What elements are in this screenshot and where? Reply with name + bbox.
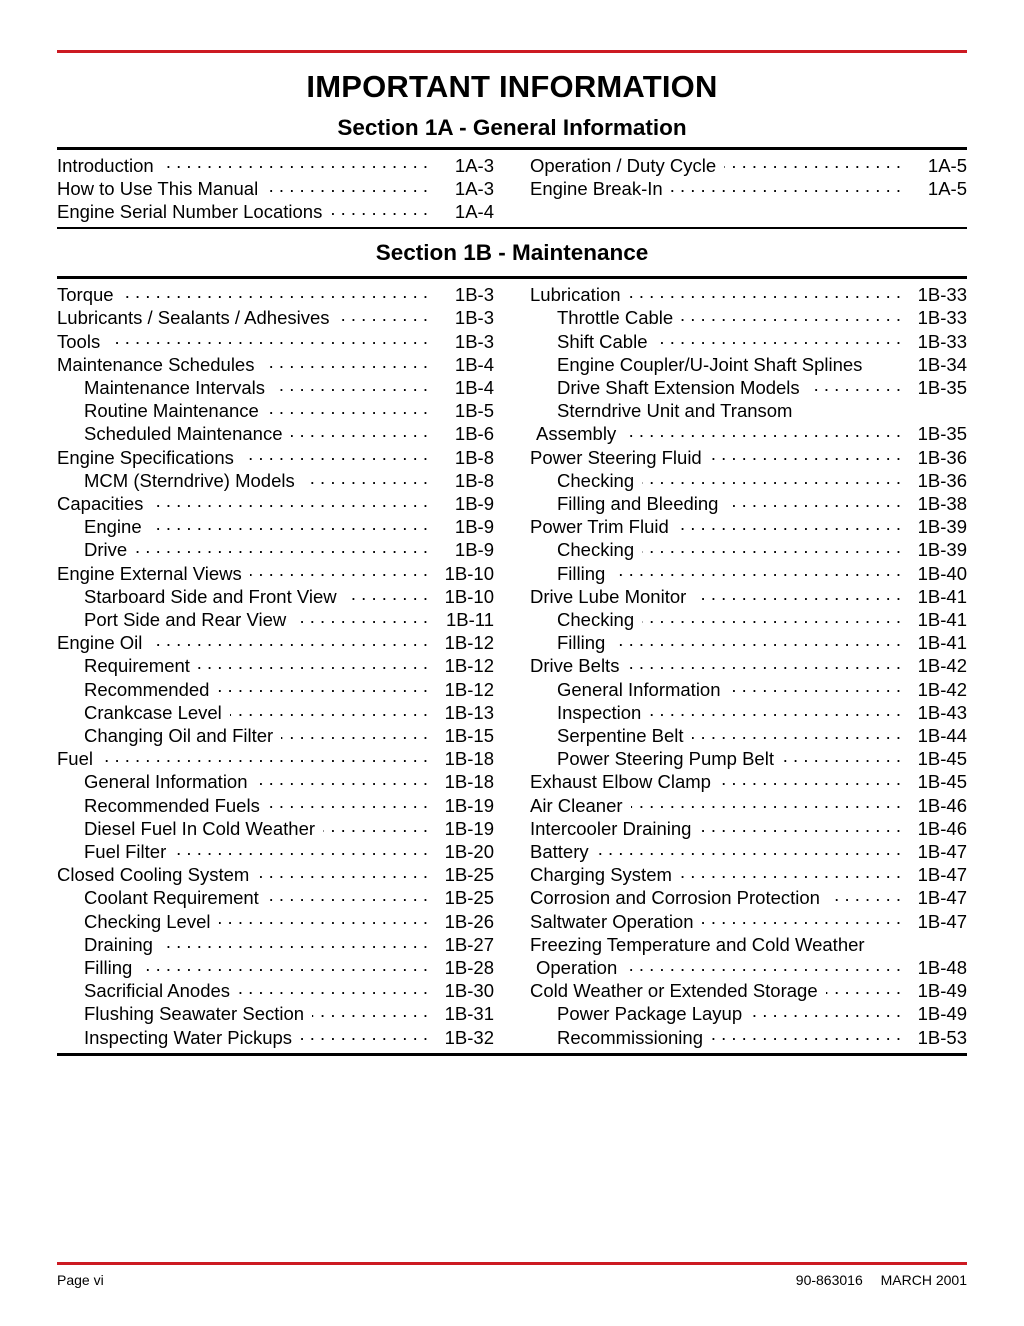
toc-entry[interactable]: [57, 283, 494, 306]
toc-entry[interactable]: [530, 422, 967, 445]
toc-entry-page-number: 1B-3: [454, 330, 494, 352]
toc-entry[interactable]: [57, 469, 494, 492]
toc-entry[interactable]: [57, 515, 494, 538]
toc-entry-page-number: 1B-36: [917, 446, 967, 468]
toc-entry-label: Tools: [57, 330, 101, 352]
toc-dot-leader: [826, 979, 901, 997]
toc-entry-label: Intercooler Draining: [530, 817, 692, 839]
toc-entry-page-number: 1B-35: [917, 377, 967, 398]
toc-entry-page-number: 1B-4: [454, 353, 494, 375]
toc-dot-leader: [108, 330, 428, 348]
toc-entry-page-number: 1B-49: [917, 980, 967, 1002]
toc-entry-label: Serpentine Belt: [557, 725, 684, 747]
toc-entry-page-number: 1B-20: [444, 841, 494, 863]
section-1a-right-column: [512, 154, 967, 224]
toc-dot-leader: [122, 283, 428, 301]
toc-entry-label: Cold Weather or Extended Storage: [530, 980, 818, 1002]
toc-dot-leader: [300, 1026, 428, 1044]
toc-entry[interactable]: [57, 654, 494, 677]
toc-entry[interactable]: [57, 631, 494, 654]
toc-entry-page-number: 1B-9: [454, 493, 494, 515]
toc-dot-leader: [873, 933, 901, 951]
toc-entry[interactable]: [530, 770, 967, 793]
toc-entry[interactable]: [57, 353, 494, 376]
toc-dot-leader: [702, 910, 901, 928]
toc-entry[interactable]: [57, 562, 494, 585]
toc-dot-leader: [250, 562, 428, 580]
toc-entry-page-number: 1B-19: [444, 794, 494, 816]
toc-entry[interactable]: [530, 585, 967, 608]
toc-entry[interactable]: [57, 933, 494, 956]
toc-dot-leader: [161, 933, 428, 951]
toc-dot-leader: [294, 608, 428, 626]
toc-entry[interactable]: [530, 446, 967, 469]
toc-entry[interactable]: [530, 794, 967, 817]
toc-entry-label: Filling: [84, 957, 133, 979]
toc-entry[interactable]: [57, 1002, 494, 1025]
toc-entry[interactable]: [57, 910, 494, 933]
toc-entry-label: Starboard Side and Front View: [84, 585, 337, 607]
toc-dot-leader: [267, 399, 428, 417]
toc-dot-leader: [642, 538, 901, 556]
toc-dot-leader: [613, 562, 901, 580]
toc-entry[interactable]: [57, 585, 494, 608]
toc-entry[interactable]: [57, 492, 494, 515]
footer-red-rule: [57, 1262, 967, 1265]
toc-entry[interactable]: [530, 724, 967, 747]
toc-entry-label: Power Steering Fluid: [530, 446, 702, 468]
toc-entry[interactable]: [57, 608, 494, 631]
toc-entry-label: Drive Belts: [530, 655, 620, 677]
toc-entry[interactable]: [530, 701, 967, 724]
toc-entry[interactable]: [530, 817, 967, 840]
toc-entry-page-number: 1B-46: [917, 794, 967, 816]
toc-entry-label: Power Trim Fluid: [530, 516, 669, 538]
toc-entry-page-number: 1B-45: [917, 748, 967, 770]
toc-entry[interactable]: [57, 538, 494, 561]
toc-entry-page-number: 1B-32: [444, 1026, 494, 1048]
toc-dot-leader: [174, 840, 428, 858]
toc-entry-page-number: 1B-40: [917, 562, 967, 584]
toc-dot-leader: [627, 654, 901, 672]
toc-entry-label: Checking: [557, 539, 635, 561]
toc-dot-leader: [726, 492, 901, 510]
toc-entry[interactable]: [530, 283, 967, 306]
toc-entry[interactable]: [530, 562, 967, 585]
toc-entry[interactable]: [530, 608, 967, 631]
toc-entry-page-number: 1B-8: [454, 446, 494, 468]
toc-entry-page-number: 1A-5: [927, 177, 967, 199]
toc-entry-page-number: 1B-30: [444, 980, 494, 1002]
toc-entry[interactable]: [530, 154, 967, 177]
toc-entry[interactable]: [530, 863, 967, 886]
toc-entry[interactable]: [57, 1026, 494, 1049]
toc-entry-label: Crankcase Level: [84, 701, 222, 723]
toc-entry-label: Drive: [84, 539, 128, 561]
toc-dot-leader: [238, 979, 428, 997]
section-1a-left-column: [57, 154, 512, 224]
toc-dot-leader: [692, 724, 901, 742]
footer-document-id: [782, 1272, 967, 1288]
toc-entry[interactable]: [530, 1026, 967, 1049]
toc-entry[interactable]: [57, 399, 494, 422]
toc-entry-page-number: 1B-12: [444, 655, 494, 677]
toc-entry[interactable]: [57, 306, 494, 329]
footer-page-label: Page vi: [57, 1272, 104, 1288]
toc-dot-leader: [267, 886, 428, 904]
toc-dot-leader: [257, 863, 428, 881]
toc-dot-leader: [291, 422, 428, 440]
toc-entry-label: Engine Specifications: [57, 446, 234, 468]
toc-entry-label: Throttle Cable: [557, 307, 674, 329]
toc-entry-page-number: 1B-5: [454, 400, 494, 422]
toc-entry[interactable]: [57, 956, 494, 979]
toc-entry-page-number: 1B-10: [444, 585, 494, 607]
toc-dot-leader: [273, 376, 428, 394]
toc-dot-leader: [710, 446, 901, 464]
toc-entry-label: General Information: [84, 771, 248, 793]
page-title: IMPORTANT INFORMATION: [306, 69, 718, 104]
toc-entry-page-number: 1B-25: [444, 864, 494, 886]
toc-entry-page-number: 1B-36: [917, 469, 967, 491]
toc-dot-leader: [613, 631, 901, 649]
toc-entry-page-number: 1B-8: [454, 469, 494, 491]
toc-entry-label: Battery: [530, 841, 589, 863]
toc-dot-leader: [719, 770, 901, 788]
toc-entry-label: How to Use This Manual: [57, 177, 259, 199]
toc-entry[interactable]: [530, 910, 967, 933]
toc-entry-page-number: 1B-27: [444, 933, 494, 955]
toc-entry-label: Filling: [557, 632, 606, 654]
toc-entry-label: Scheduled Maintenance: [84, 423, 283, 445]
toc-dot-leader: [681, 306, 901, 324]
toc-dot-leader: [219, 910, 429, 928]
toc-entry[interactable]: [57, 794, 494, 817]
toc-entry-label: Recommended: [84, 678, 210, 700]
toc-entry-label: Inspection: [557, 701, 642, 723]
toc-entry[interactable]: [57, 422, 494, 445]
toc-dot-leader: [750, 1002, 901, 1020]
toc-entry-label: Freezing Temperature and Cold Weather: [530, 933, 865, 955]
toc-entry-label: Corrosion and Corrosion Protection: [530, 887, 820, 909]
toc-dot-leader: [631, 794, 901, 812]
toc-entry-page-number: 1B-25: [444, 887, 494, 909]
toc-entry[interactable]: [530, 177, 967, 200]
toc-dot-leader: [198, 654, 428, 672]
toc-dot-leader: [150, 515, 428, 533]
toc-entry-label: Diesel Fuel In Cold Weather: [84, 817, 316, 839]
toc-entry-page-number: 1B-3: [454, 284, 494, 306]
toc-entry-label: Inspecting Water Pickups: [84, 1026, 293, 1048]
toc-entry-label: Air Cleaner: [530, 794, 623, 816]
toc-entry-label: Fuel: [57, 748, 93, 770]
toc-entry-page-number: 1B-19: [444, 817, 494, 839]
toc-dot-leader: [800, 399, 901, 417]
toc-entry-page-number: 1B-42: [917, 678, 967, 700]
toc-entry-label: Lubrication: [530, 284, 621, 306]
toc-entry[interactable]: [530, 1002, 967, 1025]
toc-entry-label: Torque: [57, 284, 114, 306]
toc-entry-page-number: 1B-42: [917, 655, 967, 677]
toc-entry-label: Engine: [84, 516, 142, 538]
toc-entry[interactable]: [57, 817, 494, 840]
toc-dot-leader: [151, 492, 428, 510]
section-1a-toc: [57, 150, 967, 224]
toc-entry[interactable]: [530, 979, 967, 1002]
section-1b-left-column: [57, 283, 512, 1049]
toc-entry[interactable]: [57, 886, 494, 909]
toc-entry-label: Checking: [557, 609, 635, 631]
toc-dot-leader: [262, 353, 428, 371]
toc-entry-page-number: 1B-41: [917, 609, 967, 631]
section-1b-heading: Section 1B - Maintenance: [375, 240, 649, 266]
toc-entry-page-number: 1A-4: [454, 200, 494, 222]
toc-entry-label: Engine Break-In: [530, 177, 663, 199]
section-1b-toc: [57, 279, 967, 1049]
toc-entry-page-number: 1B-47: [917, 841, 967, 863]
toc-dot-leader: [135, 538, 428, 556]
toc-entry-page-number: 1B-34: [917, 353, 967, 375]
toc-dot-leader: [680, 863, 901, 881]
toc-entry[interactable]: [530, 678, 967, 701]
toc-dot-leader: [828, 886, 901, 904]
toc-entry-label: Exhaust Elbow Clamp: [530, 771, 711, 793]
toc-dot-leader: [724, 154, 901, 172]
toc-entry-page-number: 1B-6: [454, 423, 494, 445]
toc-dot-leader: [330, 200, 428, 218]
toc-entry[interactable]: [57, 863, 494, 886]
toc-entry-page-number: 1B-9: [454, 516, 494, 538]
toc-dot-leader: [677, 515, 901, 533]
toc-entry-label: Closed Cooling System: [57, 864, 250, 886]
toc-entry-label: Drive Lube Monitor: [530, 585, 687, 607]
toc-entry-page-number: 1B-9: [454, 539, 494, 561]
footer-date: MARCH 2001: [880, 1272, 967, 1288]
toc-dot-leader: [649, 701, 901, 719]
toc-dot-leader: [338, 306, 428, 324]
toc-entry[interactable]: [57, 177, 494, 200]
toc-dot-leader: [642, 469, 901, 487]
toc-entry-label: MCM (Sterndrive) Models: [84, 469, 295, 491]
toc-entry-label: Operation / Duty Cycle: [530, 154, 717, 176]
toc-entry-page-number: 1B-44: [917, 725, 967, 747]
toc-entry-page-number: 1B-46: [917, 817, 967, 839]
toc-entry-label: Routine Maintenance: [84, 400, 259, 422]
toc-entry[interactable]: [530, 747, 967, 770]
toc-entry-label: Engine Serial Number Locations: [57, 200, 323, 222]
section-1b-right-column: [512, 283, 967, 1049]
toc-dot-leader: [230, 701, 428, 719]
toc-entry-page-number: 1B-4: [454, 377, 494, 398]
toc-entry-page-number: 1B-33: [917, 330, 967, 352]
page-footer: [57, 1272, 967, 1288]
toc-entry-page-number: 1B-11: [446, 609, 494, 631]
toc-dot-leader: [694, 585, 901, 603]
toc-entry-page-number: 1B-31: [444, 1003, 494, 1025]
toc-entry-page-number: 1B-53: [917, 1026, 967, 1048]
toc-entry-label: Drive Shaft Extension Models: [557, 377, 800, 398]
toc-entry-page-number: 1B-39: [917, 516, 967, 538]
toc-entry[interactable]: [57, 446, 494, 469]
toc-dot-leader: [323, 817, 428, 835]
toc-entry-page-number: 1B-10: [444, 562, 494, 584]
toc-entry-page-number: 1B-12: [444, 678, 494, 700]
toc-dot-leader: [625, 956, 901, 974]
toc-entry-label: Filling: [557, 562, 606, 584]
toc-dot-leader: [281, 724, 428, 742]
toc-entry-page-number: 1A-5: [927, 154, 967, 176]
toc-dot-leader: [345, 585, 428, 603]
footer-part-number: 90-863016: [795, 1272, 863, 1288]
toc-entry-label: Checking: [557, 469, 635, 491]
section-1b-bottom-rule: [57, 1053, 967, 1056]
toc-dot-leader: [629, 283, 901, 301]
toc-entry-label: Power Steering Pump Belt: [557, 748, 774, 770]
section-1a-heading: Section 1A - General Information: [337, 114, 687, 140]
toc-entry-label: Introduction: [57, 154, 154, 176]
toc-dot-leader: [671, 177, 901, 195]
toc-entry-label: Engine Coupler/U-Joint Shaft Splines: [557, 353, 863, 375]
toc-entry-page-number: 1B-41: [917, 632, 967, 654]
toc-dot-leader: [312, 1002, 428, 1020]
toc-entry[interactable]: [57, 724, 494, 747]
toc-entry-page-number: 1A-3: [454, 177, 494, 199]
toc-dot-leader: [656, 330, 902, 348]
toc-entry-label: Flushing Seawater Section: [84, 1003, 305, 1025]
toc-entry-page-number: 1B-18: [444, 771, 494, 793]
toc-entry[interactable]: [530, 956, 967, 979]
toc-dot-leader: [150, 631, 428, 649]
toc-entry-page-number: 1B-12: [444, 632, 494, 654]
toc-entry-page-number: 1B-43: [917, 701, 967, 723]
toc-dot-leader: [597, 840, 901, 858]
toc-entry-page-number: 1B-47: [917, 864, 967, 886]
toc-dot-leader: [642, 608, 901, 626]
toc-entry-page-number: 1B-47: [917, 887, 967, 909]
toc-dot-leader: [808, 376, 901, 394]
toc-entry-label: Operation: [536, 957, 618, 979]
toc-dot-leader: [162, 154, 428, 172]
toc-dot-leader: [624, 422, 901, 440]
toc-entry[interactable]: [530, 840, 967, 863]
toc-entry-page-number: 1B-33: [917, 307, 967, 329]
toc-entry-label: Filling and Bleeding: [557, 493, 719, 515]
toc-entry[interactable]: [57, 979, 494, 1002]
toc-entry-label: Draining: [84, 933, 153, 955]
toc-entry-page-number: 1B-45: [917, 771, 967, 793]
toc-entry-label: Changing Oil and Filter: [84, 725, 274, 747]
toc-entry[interactable]: [530, 515, 967, 538]
toc-entry[interactable]: [530, 631, 967, 654]
toc-entry[interactable]: [530, 353, 967, 376]
toc-entry-label: Port Side and Rear View: [84, 609, 287, 631]
toc-entry-page-number: 1B-18: [444, 748, 494, 770]
toc-dot-leader: [711, 1026, 901, 1044]
toc-entry-page-number: 1B-35: [917, 423, 967, 445]
toc-entry-page-number: 1B-39: [917, 539, 967, 561]
toc-entry[interactable]: [530, 933, 967, 956]
toc-entry-label: Checking Level: [84, 910, 211, 932]
toc-entry[interactable]: [57, 747, 494, 770]
toc-entry[interactable]: [57, 770, 494, 793]
toc-dot-leader: [782, 747, 901, 765]
toc-entry[interactable]: [57, 840, 494, 863]
toc-dot-leader: [256, 770, 428, 788]
toc-entry[interactable]: [530, 492, 967, 515]
toc-entry-label: Maintenance Intervals: [84, 377, 265, 398]
toc-entry-label: Coolant Requirement: [84, 887, 259, 909]
toc-entry-label: Charging System: [530, 864, 672, 886]
toc-entry[interactable]: [530, 376, 967, 399]
toc-dot-leader: [217, 678, 428, 696]
toc-entry[interactable]: [530, 330, 967, 353]
toc-entry-page-number: 1A-3: [454, 154, 494, 176]
toc-entry-page-number: 1B-38: [917, 493, 967, 515]
toc-entry-label: Capacities: [57, 493, 144, 515]
toc-entry-label: Fuel Filter: [84, 841, 167, 863]
toc-entry-label: Recommended Fuels: [84, 794, 260, 816]
toc-entry[interactable]: [530, 654, 967, 677]
toc-entry-page-number: 1B-33: [917, 284, 967, 306]
toc-entry[interactable]: [530, 306, 967, 329]
toc-entry-label: Shift Cable: [557, 330, 648, 352]
toc-dot-leader: [303, 469, 428, 487]
toc-dot-leader: [140, 956, 428, 974]
toc-dot-leader: [242, 446, 428, 464]
toc-dot-leader: [101, 747, 428, 765]
toc-dot-leader: [729, 678, 901, 696]
toc-entry-label: Requirement: [84, 655, 190, 677]
toc-dot-leader: [268, 794, 428, 812]
toc-entry-label: Engine External Views: [57, 562, 242, 584]
toc-entry[interactable]: [530, 399, 967, 422]
toc-dot-leader: [699, 817, 901, 835]
toc-entry-label: Maintenance Schedules: [57, 353, 255, 375]
toc-entry[interactable]: [57, 701, 494, 724]
toc-entry[interactable]: [57, 330, 494, 353]
toc-entry[interactable]: [57, 154, 494, 177]
toc-entry-label: Saltwater Operation: [530, 910, 694, 932]
toc-entry-page-number: 1B-13: [444, 701, 494, 723]
toc-entry-label: Engine Oil: [57, 632, 143, 654]
toc-entry-page-number: 1B-26: [444, 910, 494, 932]
toc-dot-leader: [266, 177, 428, 195]
toc-entry-label: Assembly: [536, 423, 617, 445]
toc-entry-label: Sterndrive Unit and Transom: [557, 400, 793, 422]
toc-entry-page-number: 1B-47: [917, 910, 967, 932]
toc-entry-label: General Information: [557, 678, 721, 700]
toc-dot-leader: [870, 353, 901, 371]
toc-entry-page-number: 1B-3: [454, 307, 494, 329]
toc-entry[interactable]: [530, 469, 967, 492]
toc-entry-label: Lubricants / Sealants / Adhesives: [57, 307, 330, 329]
toc-entry-label: Recommissioning: [557, 1026, 703, 1048]
toc-entry-page-number: 1B-49: [917, 1003, 967, 1025]
toc-entry-page-number: 1B-15: [444, 725, 494, 747]
toc-entry[interactable]: [57, 678, 494, 701]
toc-entry-page-number: 1B-41: [917, 585, 967, 607]
toc-entry[interactable]: [57, 376, 494, 399]
toc-entry-label: Sacrificial Anodes: [84, 980, 231, 1002]
toc-entry-page-number: 1B-48: [917, 957, 967, 979]
toc-entry-page-number: 1B-28: [444, 957, 494, 979]
toc-entry[interactable]: [57, 200, 494, 223]
toc-entry-label: Power Package Layup: [557, 1003, 743, 1025]
toc-entry[interactable]: [530, 886, 967, 909]
toc-entry[interactable]: [530, 538, 967, 561]
